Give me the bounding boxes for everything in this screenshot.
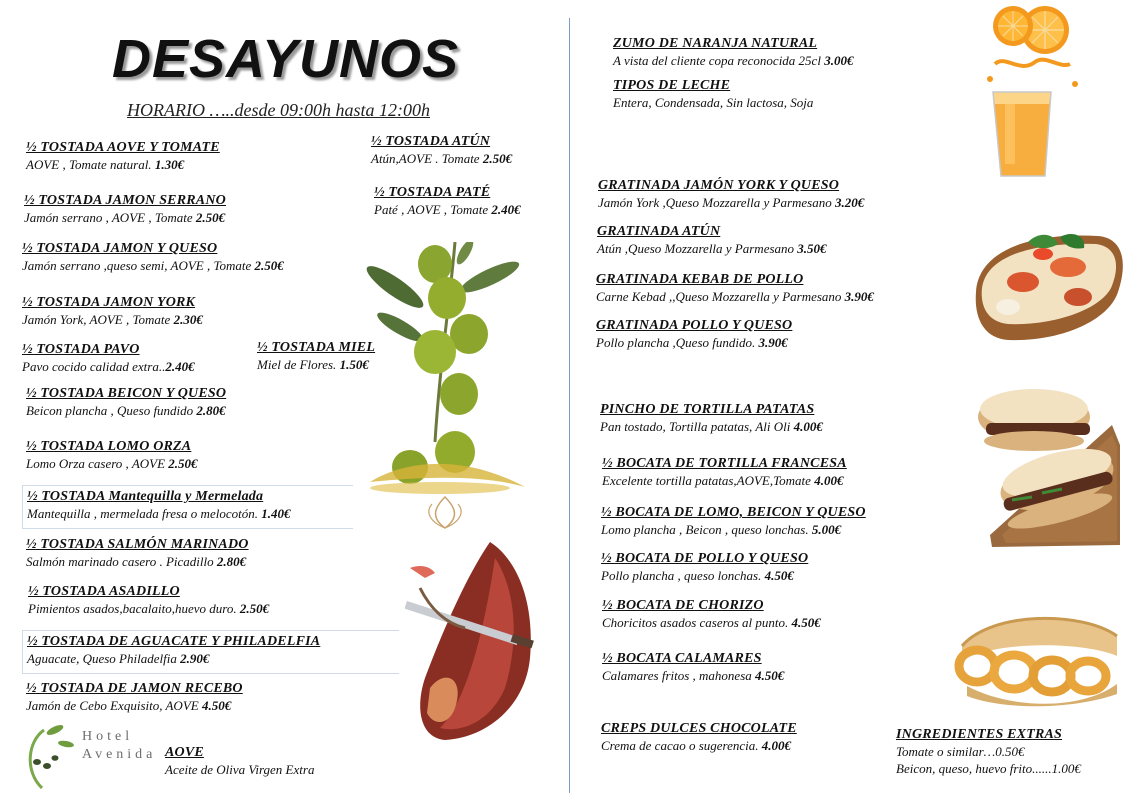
menu-item [22,630,399,674]
menu-item [26,140,220,173]
item-name: ½ BOCATA DE POLLO Y QUESO [601,551,809,566]
item-name: ½ TOSTADA AOVE Y TOMATE [26,140,220,155]
menu-item [24,193,226,226]
item-desc: Atún,AOVE . Tomate 2.50€ [371,151,513,166]
extras-title: INGREDIENTES EXTRAS [896,727,1063,742]
menu-item [602,456,847,489]
item-name: ½ TOSTADA ASADILLO [28,584,180,599]
menu-item [596,272,874,305]
menu-item [22,241,284,274]
item-name: PINCHO DE TORTILLA PATATAS [600,402,815,417]
item-desc: Pavo cocido calidad extra..2.40€ [22,359,195,374]
item-desc: Carne Kebad ,,Queso Mozzarella y Parmesano 3.90€ [596,289,874,304]
extras-section [896,727,1081,777]
item-name: GRATINADA ATÚN [597,224,721,239]
item-desc: Jamón serrano , AOVE , Tomate 2.50€ [24,210,226,225]
item-desc: Pan tostado, Tortilla patatas, Ali Oli 4.00€ [600,419,823,434]
menu-item [601,721,797,754]
olive-image [360,242,530,532]
item-desc: Choricitos asados caseros al punto. 4.50€ [602,615,821,630]
item-name: ½ TOSTADA ATÚN [371,134,491,149]
aove-note [165,745,314,778]
menu-title: DESAYUNOS [112,29,460,89]
menu-item [22,485,353,529]
menu-item [26,386,226,419]
item-name: GRATINADA JAMÓN YORK Y QUESO [598,178,840,193]
item-name: ½ BOCATA CALAMARES [602,651,762,666]
item-name: ½ BOCATA DE LOMO, BEICON Y QUESO [601,505,866,520]
item-name: ½ TOSTADA JAMON Y QUESO [22,241,218,256]
item-desc: Mantequilla , mermelada fresa o melocotón. 1.40€ [27,506,291,521]
menu-item [602,651,784,684]
item-desc: Calamares fritos , mahonesa 4.50€ [602,668,785,683]
item-name: ½ TOSTADA LOMO ORZA [26,439,192,454]
menu-item [602,598,821,631]
menu-item [22,295,203,328]
menu-item [601,551,808,584]
menu-item [28,584,269,617]
item-name: ½ TOSTADA PAVO [22,342,140,357]
aove-desc: Aceite de Oliva Virgen Extra [165,762,315,777]
schedule-text: HORARIO …..desde 09:00h hasta 12:00h [127,100,430,120]
item-name: ½ TOSTADA DE JAMON RECEBO [26,681,243,696]
item-name: ½ TOSTADA JAMON SERRANO [24,193,226,208]
item-desc: Pollo plancha ,Queso fundido. 3.90€ [596,335,788,350]
menu-item [374,185,521,218]
extras-line: Beicon, queso, huevo frito......1.00€ [896,761,1081,776]
menu-item [600,402,823,435]
column-divider [569,18,570,793]
item-desc: Crema de cacao o sugerencia. 4.00€ [601,738,792,753]
item-desc: Jamón serrano ,queso semi, AOVE , Tomate 2.50€ [22,258,284,273]
item-name: ½ BOCATA DE TORTILLA FRANCESA [602,456,847,471]
hotel-logo-text: Hotel Avenida [82,729,157,762]
item-desc: A vista del cliente copa reconocida 25cl 3.00€ [613,53,854,68]
menu-item [26,439,198,472]
menu-item [22,342,195,375]
item-name: ½ TOSTADA Mantequilla y Mermelada [27,489,264,504]
menu-item [257,340,375,373]
menu-item [26,537,249,570]
menu-item [601,505,866,538]
item-desc: Lomo Orza casero , AOVE 2.50€ [26,456,198,471]
item-desc: Lomo plancha , Beicon , queso lonchas. 5.00€ [601,522,842,537]
item-desc: Paté , AOVE , Tomate 2.40€ [374,202,521,217]
item-name: ½ TOSTADA SALMÓN MARINADO [26,537,249,552]
item-name: ½ TOSTADA BEICON Y QUESO [26,386,227,401]
item-desc: Salmón marinado casero . Picadillo 2.80€ [26,554,247,569]
item-desc: Jamón York ,Queso Mozzarella y Parmesano 3.20€ [598,195,865,210]
orange-juice-image [975,4,1087,184]
item-desc: Excelente tortilla patatas,AOVE,Tomate 4.00€ [602,473,844,488]
item-desc: AOVE , Tomate natural. 1.30€ [26,157,185,172]
item-desc: Pollo plancha , queso lonchas. 4.50€ [601,568,794,583]
menu-item [371,134,512,167]
item-name: ½ TOSTADA JAMON YORK [22,295,196,310]
item-name: CREPS DULCES CHOCOLATE [601,721,797,736]
menu-item [26,681,243,714]
item-name: ZUMO DE NARANJA NATURAL [613,36,818,51]
item-name: ½ TOSTADA PATÉ [374,185,491,200]
item-name: ½ BOCATA DE CHORIZO [602,598,764,613]
item-desc: Beicon plancha , Queso fundido 2.80€ [26,403,226,418]
menu-item [613,78,813,111]
jamon-image [405,538,541,742]
item-name: ½ TOSTADA MIEL [257,340,376,355]
item-name: GRATINADA KEBAB DE POLLO [596,272,804,287]
menu-item [613,36,853,69]
item-name: TIPOS DE LECHE [613,78,731,93]
calamares-image [952,606,1122,710]
menu-item [596,318,792,351]
extras-line: Tomate o similar…0.50€ [896,744,1025,759]
aove-title: AOVE [165,745,204,760]
item-desc: Miel de Flores. 1.50€ [257,357,369,372]
item-desc: Pimientos asados,bacalaito,huevo duro. 2.50€ [28,601,270,616]
menu-item [598,178,864,211]
item-name: GRATINADA POLLO Y QUESO [596,318,793,333]
menu-item [597,224,827,257]
item-desc: Atún ,Queso Mozzarella y Parmesano 3.50€ [597,241,827,256]
item-desc: Aguacate, Queso Philadelfia 2.90€ [27,651,210,666]
item-desc: Entera, Condensada, Sin lactosa, Soja [613,95,814,110]
item-desc: Jamón York, AOVE , Tomate 2.30€ [22,312,203,327]
item-name: ½ TOSTADA DE AGUACATE Y PHILADELFIA [27,634,321,649]
bocata-image [972,385,1122,550]
item-desc: Jamón de Cebo Exquisito, AOVE 4.50€ [26,698,232,713]
gratinada-image [968,222,1128,344]
